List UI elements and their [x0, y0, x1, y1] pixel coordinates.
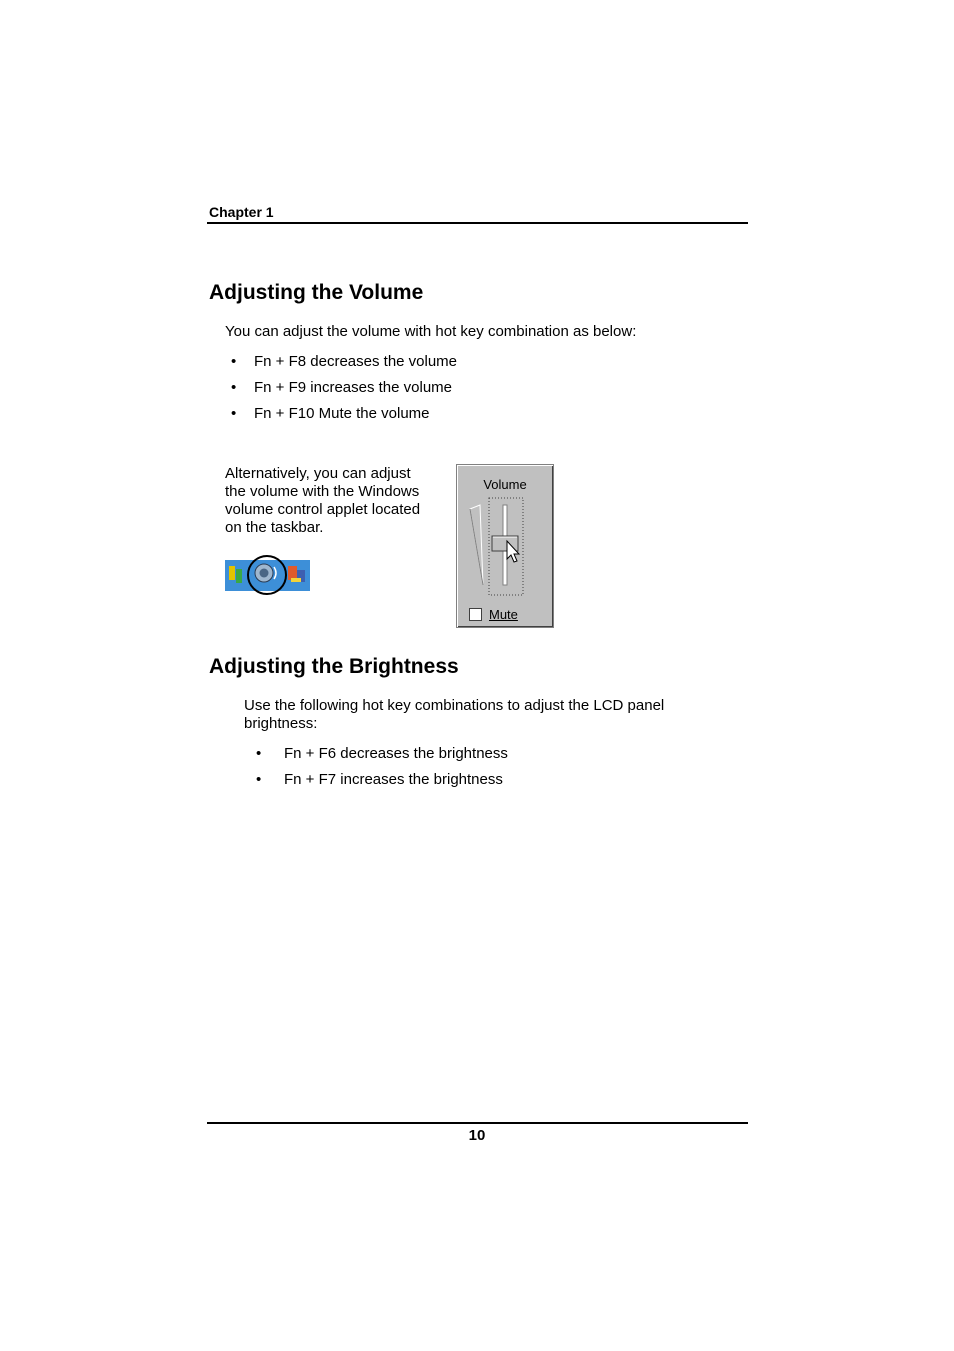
list-item: • Fn + F9 increases the volume	[231, 379, 453, 396]
volume-control-dialog	[456, 464, 554, 628]
bullet: •	[231, 405, 237, 422]
bullet: •	[256, 745, 262, 762]
chapter-label: Chapter 1	[209, 204, 274, 220]
volume-slider[interactable]	[492, 505, 518, 585]
bullet: •	[231, 379, 237, 396]
footer-rule	[207, 1122, 748, 1124]
list-item: • Fn + F10 Mute the volume	[231, 405, 430, 422]
speaker-icon	[255, 564, 276, 582]
bullet: •	[231, 353, 237, 370]
volume-level-wedge-icon	[470, 505, 483, 585]
list-item: • Fn + F7 increases the brightness	[256, 771, 503, 788]
taskbar-tray-image	[225, 560, 310, 591]
bullet: •	[256, 771, 262, 788]
list-item: • Fn + F8 decreases the volume	[231, 353, 458, 370]
volume-list	[231, 353, 731, 431]
volume-intro: You can adjust the volume with hot key combination as below:	[225, 323, 637, 340]
header-rule	[207, 222, 748, 224]
display-icon	[288, 566, 305, 582]
volume-heading: Adjusting the Volume	[209, 281, 424, 304]
volume-alt-text: Alternatively, you can adjust the volume with the Windows volume control applet located on the taskbar.	[225, 465, 421, 536]
volume-dialog-title: Volume	[483, 477, 527, 492]
mute-label: Mute	[489, 607, 518, 622]
network-icon	[229, 566, 242, 583]
mute-checkbox[interactable]	[469, 608, 482, 621]
page-number: 10	[468, 1127, 486, 1144]
brightness-intro: Use the following hot key combinations to adjust the LCD panel brightness:	[244, 697, 665, 732]
brightness-heading: Adjusting the Brightness	[209, 655, 459, 678]
brightness-list	[256, 745, 736, 797]
list-item: • Fn + F6 decreases the brightness	[256, 745, 508, 762]
